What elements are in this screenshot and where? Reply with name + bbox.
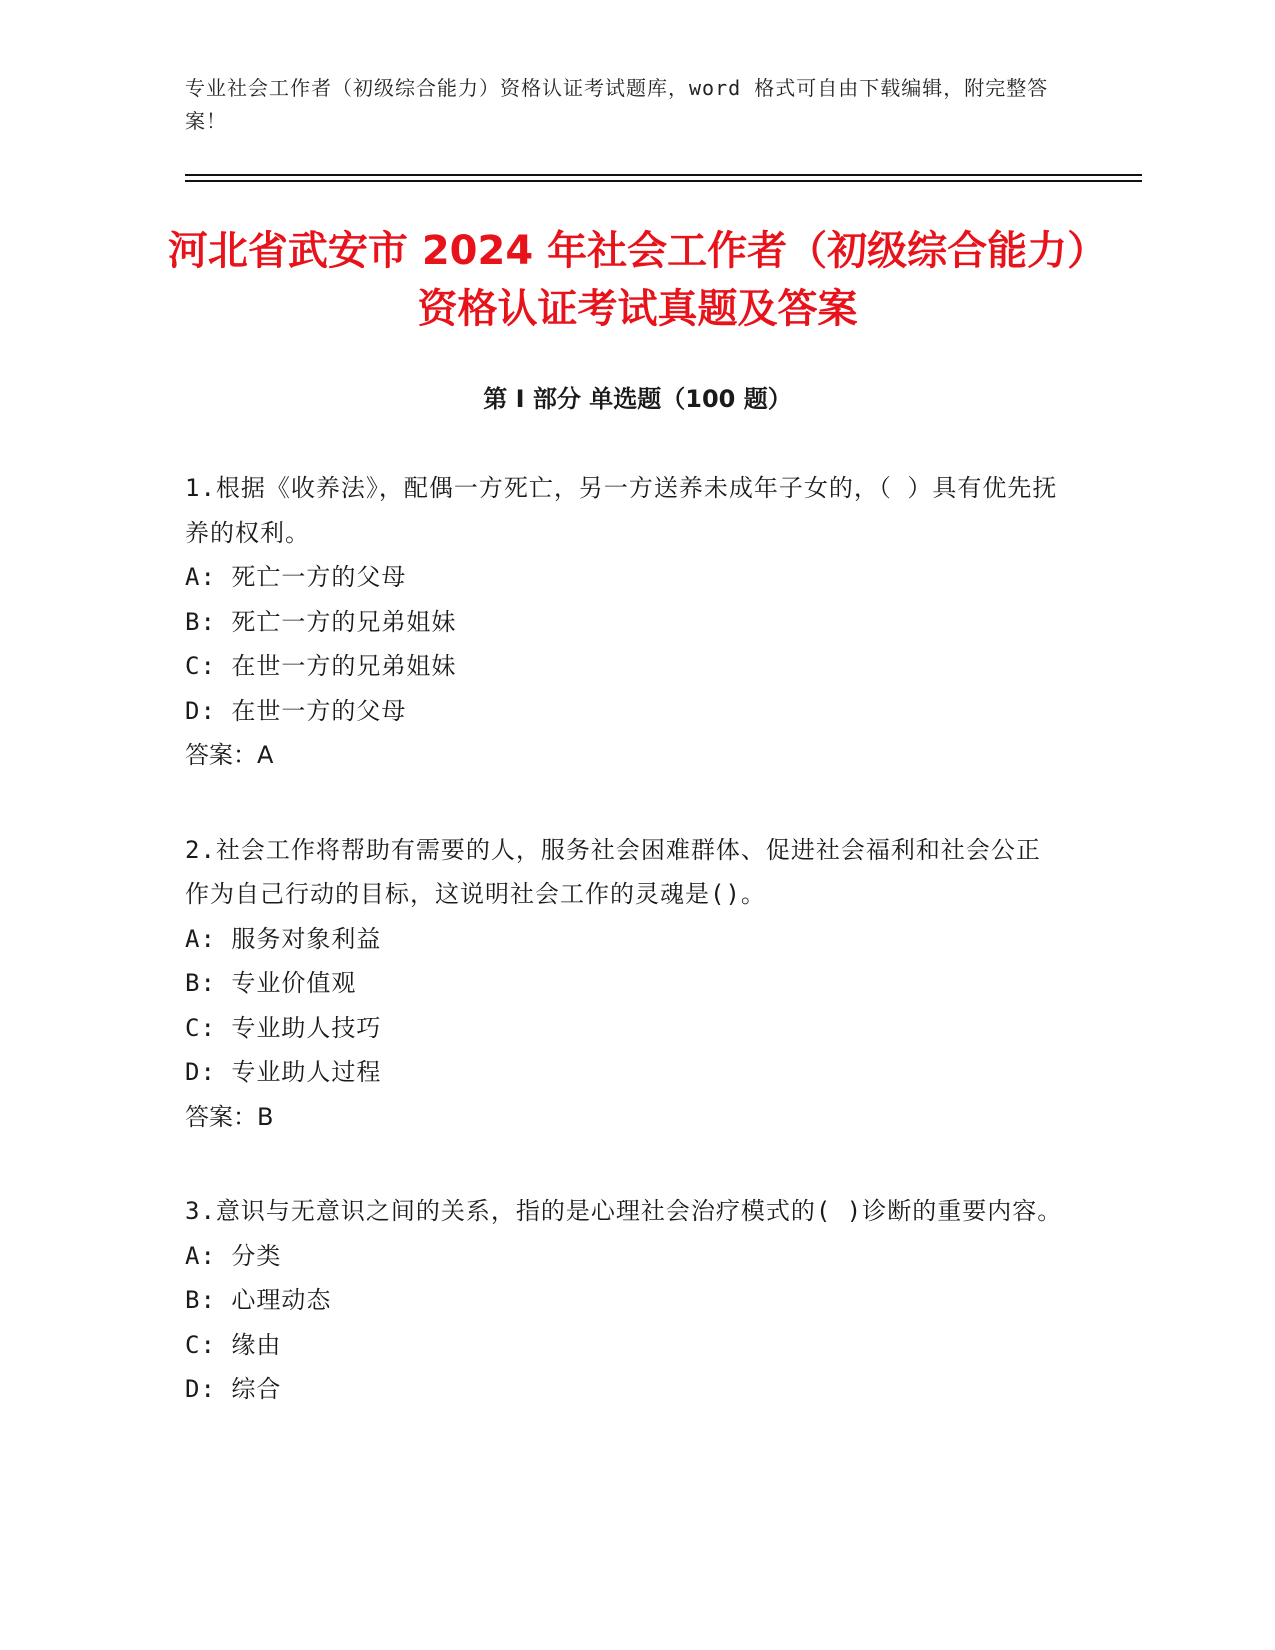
header-rule-bottom bbox=[185, 180, 1142, 182]
question-2 bbox=[185, 828, 1065, 1140]
option-c: C: 在世一方的兄弟姐妹 bbox=[185, 652, 457, 680]
option-b: B: 死亡一方的兄弟姐妹 bbox=[185, 607, 457, 636]
option-a: A: 死亡一方的父母 bbox=[185, 563, 407, 591]
document-title: 河北省武安市 2024 年社会工作者（初级综合能力）资格认证考试真题及答案 bbox=[167, 228, 1108, 332]
option-d: D: 在世一方的父母 bbox=[185, 696, 407, 725]
option-a: A: 服务对象利益 bbox=[185, 924, 382, 953]
option-a: A: 分类 bbox=[185, 1241, 282, 1270]
answer-line: 答案：B bbox=[185, 1102, 274, 1131]
option-b: B: 心理动态 bbox=[185, 1286, 332, 1314]
section-title: 第 I 部分 单选题（100 题） bbox=[483, 385, 792, 413]
option-b: B: 专业价值观 bbox=[185, 969, 357, 997]
header-note: 专业社会工作者（初级综合能力）资格认证考试题库，word 格式可自由下载编辑，附完整答案！ bbox=[185, 76, 1049, 133]
question-stem: 2.社会工作将帮助有需要的人，服务社会困难群体、促进社会福利和社会公正作为自己行动的目标，这说明社会工作的灵魂是()。 bbox=[185, 835, 1041, 908]
question-list bbox=[185, 466, 1065, 1462]
question-stem: 3.意识与无意识之间的关系，指的是心理社会治疗模式的( )诊断的重要内容。 bbox=[185, 1197, 1063, 1225]
option-d: D: 综合 bbox=[185, 1375, 282, 1403]
question-3 bbox=[185, 1189, 1065, 1412]
question-stem: 1.根据《收养法》，配偶一方死亡，另一方送养未成年子女的，（ ）具有优先抚养的权利。 bbox=[185, 474, 1058, 547]
option-c: C: 缘由 bbox=[185, 1330, 282, 1359]
option-d: D: 专业助人过程 bbox=[185, 1058, 382, 1086]
question-1 bbox=[185, 466, 1065, 778]
header-rule-top bbox=[185, 174, 1142, 176]
option-c: C: 专业助人技巧 bbox=[185, 1013, 382, 1042]
answer-line: 答案：A bbox=[185, 741, 274, 769]
